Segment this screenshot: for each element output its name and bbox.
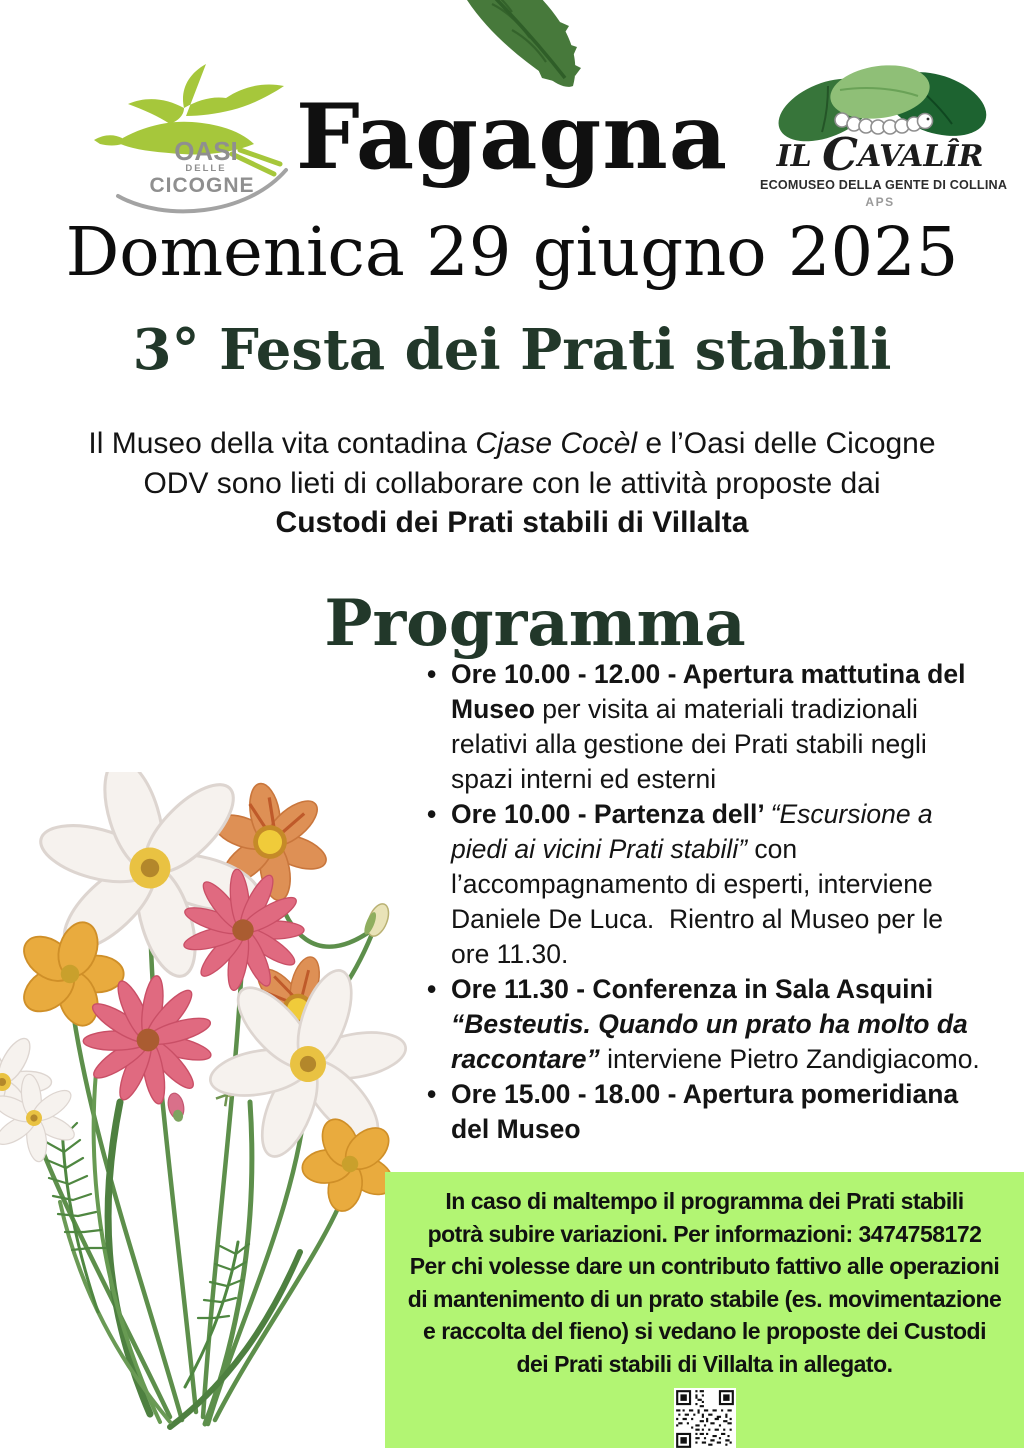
notice-line: potrà subire variazioni. Per informazioni: 3474758172 <box>427 1220 982 1247</box>
program-line <box>451 657 1020 692</box>
wildflowers-illustration <box>0 772 420 1448</box>
program-line <box>451 762 1020 797</box>
text-segment: Ore 10.00 - 12.00 - Apertura mattutina del <box>451 659 966 689</box>
notice-line: e raccolta del fieno) si vedano le proposte dei Custodi <box>423 1318 986 1344</box>
event-title: 3° Festa dei Prati stabili <box>132 317 892 383</box>
program-line <box>451 867 1020 902</box>
qr-code <box>674 1388 736 1448</box>
text-segment: piedi ai vicini Prati stabili” <box>451 834 748 864</box>
oasi-word2: DELLE <box>185 163 227 174</box>
cavalir-name-il: IL <box>776 139 823 174</box>
text-segment: del Museo <box>451 1114 581 1144</box>
intro-line-bold: Custodi dei Prati stabili di Villalta <box>275 506 749 539</box>
text-segment: interviene Pietro Zandigiacomo. <box>599 1044 980 1074</box>
intro-line <box>0 424 1024 464</box>
program-line <box>451 727 1020 762</box>
oasi-word3: CICOGNE <box>149 174 255 197</box>
cavalir-name-rest: AVALÎR <box>858 139 984 174</box>
program-item <box>424 657 1020 797</box>
program-line <box>451 797 1020 832</box>
program-item <box>424 797 1020 972</box>
program-line <box>451 902 1020 937</box>
cavalir-subtitle: ECOMUSEO DELLA GENTE DI COLLINA <box>760 178 1008 192</box>
intro-line: ODV sono lieti di collaborare con le attività proposte dai <box>143 466 881 500</box>
program-line <box>451 1112 1020 1147</box>
text-segment: Ore 15.00 - 18.00 - Apertura pomeridiana <box>451 1079 959 1109</box>
program-line <box>451 1007 1020 1042</box>
text-segment: Daniele De Luca. Rientro al Museo per le <box>451 904 943 934</box>
program-heading: Programma <box>324 586 746 661</box>
oasi-word1: OASI <box>174 136 238 166</box>
text-segment: “Besteutis. Quando un prato ha molto da <box>451 1009 968 1039</box>
text-segment: con <box>747 834 798 864</box>
notice-line: di mantenimento di un prato stabile (es. movimentazione <box>407 1285 1002 1312</box>
program-line <box>451 972 1020 1007</box>
text-segment: ore 11.30. <box>451 939 569 969</box>
notice-line: In caso di maltempo il programma dei Prati stabili <box>445 1188 964 1214</box>
qr-code-container <box>385 1388 1024 1448</box>
text-segment: raccontare” <box>451 1044 600 1074</box>
text-segment: Ore 10.00 - Partenza dell’ <box>451 799 771 829</box>
intro-paragraph <box>0 424 1024 543</box>
text-segment: relativi alla gestione dei Prati stabili negli <box>451 729 927 759</box>
text-segment: Ore 11.30 - Conferenza in Sala Asquini <box>451 974 934 1004</box>
program-line <box>451 832 1020 867</box>
notice-text <box>385 1172 1024 1380</box>
date-line: Domenica 29 giugno 2025 <box>65 213 959 291</box>
program-line <box>451 1077 1020 1112</box>
program-item <box>424 1077 1020 1147</box>
text-segment: Cjase Cocèl <box>475 427 638 460</box>
cavalir-logo <box>760 56 1008 226</box>
cavalir-name <box>760 128 1000 181</box>
program-line <box>451 1042 1020 1077</box>
text-segment: Museo <box>451 694 535 724</box>
program-item <box>424 972 1020 1077</box>
program-line <box>451 692 1020 727</box>
cavalir-name-initial: C <box>822 128 858 181</box>
poster-title: Fagagna <box>295 84 729 190</box>
text-segment: “Escursione a <box>770 799 933 829</box>
cavalir-aps: APS <box>865 195 895 209</box>
program-list <box>424 657 1020 1147</box>
text-segment: e l’Oasi delle Cicogne <box>637 427 936 460</box>
notice-box <box>385 1172 1024 1448</box>
notice-line: Per chi volesse dare un contributo fattivo alle operazioni <box>409 1253 1000 1279</box>
text-segment: l’accompagnamento di esperti, interviene <box>451 869 933 899</box>
notice-line: dei Prati stabili di Villalta in allegato. <box>516 1350 893 1377</box>
text-segment: Il Museo della vita contadina <box>88 427 476 460</box>
text-segment: spazi interni ed esterni <box>451 764 717 794</box>
program-line <box>451 937 1020 972</box>
cavalir-leaves-icon <box>768 56 992 152</box>
text-segment: per visita ai materiali tradizionali <box>534 694 918 724</box>
